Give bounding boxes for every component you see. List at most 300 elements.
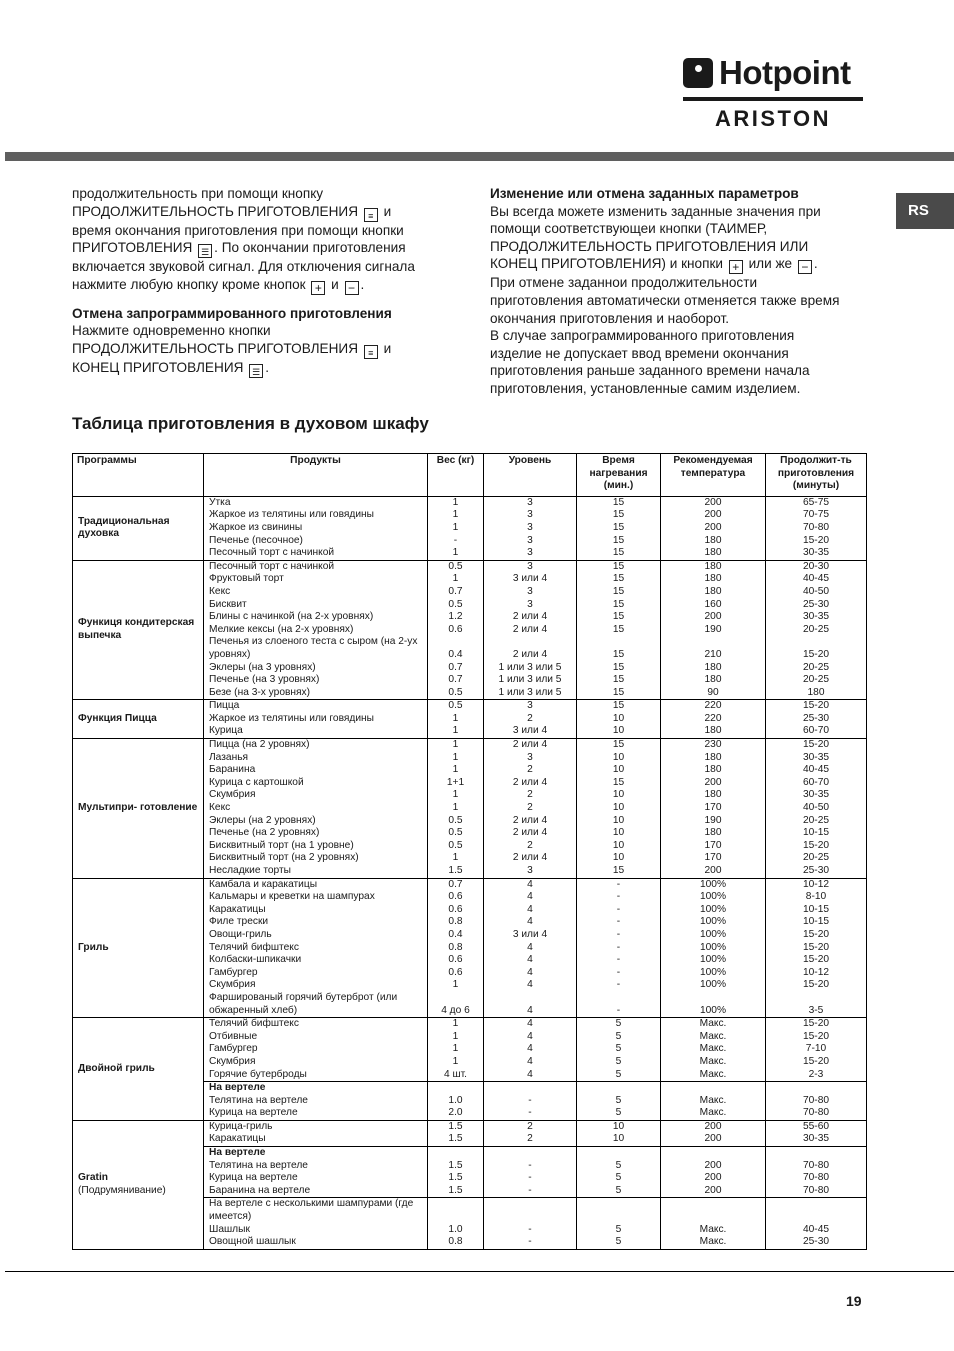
minus-button-icon [345,281,359,295]
cell-value: 20-30 [802,560,830,572]
cell-line: Курица на вертеле [209,1107,298,1119]
cell-value: 0.7 [448,585,463,597]
cell-value: 180 [704,764,722,776]
cell-value: Макс. [699,1068,727,1080]
cell-value: 30-35 [802,547,830,559]
cell-value: 160 [704,598,722,610]
cell-value: 200 [704,521,722,533]
cell-value: 15 [612,560,625,572]
cell-value: 0.5 [448,686,463,698]
cell-value: 3 [527,598,533,610]
program-cell [73,1018,204,1121]
products-cell [204,700,428,739]
cell-value: 3 [527,496,533,508]
preheat-cell [577,1082,661,1121]
cell-line: Колбаски-шпикачки [209,954,302,966]
products-cell [204,1120,428,1146]
cell-value: 70-80 [802,1159,830,1171]
cell-line: Баранина на вертеле [209,1184,311,1196]
right-paragraph-2: При отмене заданнои продолжительности приготовления автоматически отменяется также время окончания приготовления и наоборот. [490,275,840,326]
time-cell [766,1120,867,1146]
cell-line: Телятина на вертеле [209,1094,308,1106]
cell-value: 70-80 [802,1094,830,1106]
cell-value: 15 [612,700,625,712]
level-cell [484,739,577,879]
left-heading-cancel: Отмена запрограммированного приготовления [72,305,392,321]
cell-value: 1 [452,764,459,776]
cell-value: 180 [704,789,722,801]
cell-value: 2 или 4 [512,739,548,751]
cell-value: 100% [699,878,727,890]
cell-value: 4 [527,916,533,928]
cell-value: 70-80 [802,1172,830,1184]
header-level: Уровень [484,454,577,497]
header-divider [5,152,954,161]
cell-value: 20-25 [802,852,830,864]
cell-line: Фаршированый горячий бутерброт (или обжаренный хлеб) [209,991,398,1016]
temp-cell [661,560,766,700]
cell-value: 180 [704,585,722,597]
cell-value: 5 [615,1030,622,1042]
cell-value: 1.5 [448,1133,463,1145]
cell-value: 1.5 [448,1120,463,1132]
cell-value: 200 [704,496,722,508]
level-cell [484,1147,577,1198]
program-name: Функиця кондитерская выпечка [78,617,195,642]
cell-value: 2 или 4 [512,852,548,864]
cell-line: Печенье (песочное) [209,534,303,546]
time-cell [766,1198,867,1249]
cell-value: 1 [452,521,459,533]
cell-line: Телячий бифштекс [209,1018,299,1030]
cell-value: Макс. [699,1043,727,1055]
cell-value: 0.6 [448,903,463,915]
cell-value: 15 [612,573,625,585]
cell-value: 5 [615,1184,622,1196]
header-preheat: Время нагревания (мин.) [577,454,661,497]
cell-value: 1 [452,979,459,991]
cell-line: Кекс [209,585,231,597]
cell-value: 10 [612,751,625,763]
cell-line: Печенье (на 2 уровнях) [209,827,320,839]
right-column [490,185,865,398]
time-cell [766,739,867,879]
cell-value: 2 [527,764,533,776]
cell-line: Эклеры (на 3 уровнях) [209,661,316,673]
cell-value: 3-5 [808,1004,824,1016]
cell-value: 100% [699,903,727,915]
cell-value: 15-20 [802,1055,830,1067]
cell-value: - [453,534,458,546]
cell-value: - [528,1184,532,1196]
cell-value: 60-70 [802,725,830,737]
cell-value: 0.5 [448,560,463,572]
plus-button-icon [729,260,743,274]
time-cell [766,560,867,700]
cell-value: 1.0 [448,1094,463,1106]
level-cell [484,700,577,739]
cell-value: Макс. [699,1107,727,1119]
cell-value: - [528,1094,532,1106]
temp-cell [661,1120,766,1146]
weight-cell [428,1198,484,1249]
products-cell [204,1198,428,1249]
cell-value: 40-50 [802,802,830,814]
cell-value: 5 [615,1223,622,1235]
footer-divider [5,1271,954,1272]
cell-value: 5 [615,1018,622,1030]
cell-value: 1 [452,712,459,724]
cell-value: 170 [704,839,722,851]
table-header-row [73,454,867,497]
program-name: Двойной гриль [78,1062,155,1074]
cell-value: 200 [704,1133,722,1145]
cell-value: 15 [612,598,625,610]
cell-value: 10-12 [802,878,830,890]
header-duration: Продолжит-ть приготовления (минуты) [766,454,867,497]
products-cell [204,739,428,879]
cell-value: 180 [704,725,722,737]
cell-value: 15 [612,865,625,876]
cell-line: Кекс [209,802,231,814]
level-cell [484,496,577,560]
cell-value: - [616,1004,621,1016]
cell-value: 3 или 4 [512,573,548,585]
cell-value: 100% [699,979,727,991]
cell-value: 2 [527,1133,533,1145]
cell-value: 15-20 [802,941,830,953]
level-cell [484,878,577,1018]
end-time-button-icon [249,364,263,378]
cell-value: 2 [527,1120,533,1132]
cell-line: Фруктовый торт [209,573,284,585]
cell-value: 1 [452,496,459,508]
cell-value: 180 [704,547,722,559]
cell-value: 220 [704,700,722,712]
header-temperature: Рекомендуемая температура [661,454,766,497]
program-cell [73,496,204,560]
cell-value: 2 [527,789,533,801]
cell-line: Каракатицы [209,1133,266,1145]
cell-line: Пицца [209,700,240,712]
cell-value: 10-15 [802,916,830,928]
cell-value: 2 [527,839,533,851]
cell-value: 10 [612,839,625,851]
cell-value: 2-3 [808,1068,824,1080]
cell-value: 4 [527,878,533,890]
cell-line: Гамбургер [209,1043,258,1055]
cell-value: 20-25 [802,674,830,686]
weight-cell [428,1147,484,1198]
cell-value: 1.5 [448,1172,463,1184]
cell-value: 200 [704,776,722,788]
cell-value: 8-10 [805,891,827,903]
cell-value: 100% [699,941,727,953]
cell-value: 15 [612,739,625,751]
cell-value: 0.5 [448,814,463,826]
cell-value: 5 [615,1055,622,1067]
time-cell [766,700,867,739]
cell-value: Макс. [699,1223,727,1235]
cell-value: 15 [612,686,625,698]
cell-value: 0.7 [448,661,463,673]
cell-value: 3 [527,751,533,763]
cell-value: 25-30 [802,712,830,724]
cell-value: 230 [704,739,722,751]
products-cell [204,1018,428,1082]
cell-value: 3 [527,534,533,546]
cell-value: 30-35 [802,751,830,763]
cell-value: 3 [527,585,533,597]
cell-line: Горячие бутерброды [209,1068,307,1080]
cell-value: Макс. [699,1094,727,1106]
cell-value: 3 или 4 [512,725,548,737]
cell-value: 180 [704,661,722,673]
products-cell [204,496,428,560]
cell-value: 3 [527,560,533,572]
preheat-cell [577,739,661,879]
cell-value: 20-25 [802,623,830,635]
cell-value: 5 [615,1068,622,1080]
cell-value: 100% [699,954,727,966]
cell-value: - [528,1223,532,1235]
program-cell [73,700,204,739]
cell-line: Лазанья [209,751,249,763]
cell-value: 2 [527,712,533,724]
table-row [73,496,867,560]
temp-cell [661,739,766,879]
cell-value: 100% [699,966,727,978]
cell-value: 100% [699,916,727,928]
level-cell [484,1198,577,1249]
header-programs: Программы [73,454,204,497]
cell-value: 1.2 [448,611,463,623]
cell-line: Эклеры (на 2 уровнях) [209,814,316,826]
cell-value: 100% [699,928,727,940]
cell-value: 70-80 [802,1184,830,1196]
cell-value: 1 или 3 или 5 [498,686,562,698]
cell-value: 15 [612,585,625,597]
cell-value: 0.7 [448,878,463,890]
cell-value: - [616,928,621,940]
cell-value: 0.8 [448,916,463,928]
cell-value: 25-30 [802,1236,830,1248]
cell-value: 10 [612,1133,625,1145]
cell-value: 3 или 4 [512,928,548,940]
cell-value: 170 [704,852,722,864]
cell-line: Пицца (на 2 уровнях) [209,739,310,751]
cell-value: - [616,916,621,928]
cell-value: 10-15 [802,903,830,915]
cell-value: 15-20 [802,1018,830,1030]
cell-value: 1 или 3 или 5 [498,661,562,673]
cooking-table [72,453,867,1250]
cell-value: 1 [452,1043,459,1055]
minus-button-icon [798,260,812,274]
cell-value: 0.6 [448,623,463,635]
right-paragraph-1: Вы всегда можете изменить заданные значения при помощи соответствующеи кнопки (ТАИМЕР, ПРОДОЛЖИТЕЛЬНОСТЬ ПРИГОТОВЛЕНИЯ ИЛИ КОНЕЦ ПРИГОТОВЛЕНИЯ) и кнопки + или же − . [490,203,865,275]
duration-button-icon [364,208,378,222]
preheat-cell [577,878,661,1018]
preheat-cell [577,560,661,700]
cell-value: 0.8 [448,1236,463,1248]
cell-value: 100% [699,891,727,903]
cell-value: 4 до 6 [441,1004,470,1016]
cell-value: 3 [527,547,533,559]
cell-value: 0.5 [448,839,463,851]
cell-value: 15 [612,623,625,635]
cell-value: 15 [612,661,625,673]
cell-value: 15-20 [802,928,830,940]
cell-value: 2 или 4 [512,623,548,635]
cell-value: 220 [704,712,722,724]
cell-value: - [528,1107,532,1119]
cell-value: 1.5 [448,865,463,876]
cell-line: Безе (на 3-х уровнях) [209,686,311,698]
program-name: Гриль [78,941,109,953]
products-cell [204,1082,428,1121]
temp-cell [661,1198,766,1249]
weight-cell [428,1082,484,1121]
cell-value: 25-30 [802,865,830,876]
cell-value: 0.5 [448,827,463,839]
cell-value: 90 [707,686,719,698]
level-cell [484,1082,577,1121]
cell-line: Несладкие торты [209,865,291,876]
cell-value: 15 [612,648,625,660]
cell-value: 15-20 [802,979,830,991]
spit-subheader: На вертеле [209,1147,266,1159]
cell-line: Баранина [209,764,256,776]
cell-value: 1.5 [448,1159,463,1171]
cell-value: 15 [612,496,625,508]
right-heading-change: Изменение или отмена заданных параметров [490,186,799,201]
cell-value: 10-12 [802,966,830,978]
cell-value: - [528,1159,532,1171]
cell-value: 1 [452,725,459,737]
cell-value: 4 [527,966,533,978]
time-cell [766,1082,867,1121]
left-column [72,185,442,378]
cell-value: 7-10 [805,1043,827,1055]
cell-value: 1 [452,1030,459,1042]
header-weight: Вес (кг) [428,454,484,497]
hotpoint-ariston-logo [683,56,863,131]
cell-value: 15-20 [802,700,830,712]
cell-line: Мелкие кексы (на 2-х уровнях) [209,623,354,635]
program-cell [73,878,204,1018]
cell-value: Макс. [699,1030,727,1042]
cell-value: 10 [612,725,625,737]
cell-value: 4 [527,979,533,991]
table-row [73,1120,867,1146]
cell-value: 190 [704,814,722,826]
cell-value: 30-35 [802,611,830,623]
cell-value: 3 [527,700,533,712]
preheat-cell [577,1198,661,1249]
cell-value: 15-20 [802,739,830,751]
cell-value: 1 [452,802,459,814]
program-cell [73,1120,204,1249]
level-cell [484,560,577,700]
table-title: Таблица приготовления в духовом шкафу [72,414,429,433]
cell-value: 15 [612,547,625,559]
cell-line: Жаркое из телятины или говядины [209,712,374,724]
cell-value: 180 [704,827,722,839]
program-subtitle: (Подрумянивание) [78,1184,166,1196]
table-row [73,700,867,739]
cell-value: 10-15 [802,827,830,839]
cell-value: 0.8 [448,941,463,953]
cell-line: Отбивные [209,1030,258,1042]
program-cell [73,560,204,700]
cell-value: 30-35 [802,1133,830,1145]
program-name: Gratin [78,1172,109,1184]
cell-value: 4 [527,1004,533,1016]
cell-value: 180 [807,686,825,698]
cell-value: 2 или 4 [512,776,548,788]
cell-line: Овощной шашлык [209,1236,296,1248]
hotpoint-logo-icon [683,58,713,88]
cell-value: 1 или 3 или 5 [498,674,562,686]
cell-value: 200 [704,1120,722,1132]
cell-value: 5 [615,1094,622,1106]
cell-value: 10 [612,827,625,839]
cell-line: Скумбрия [209,979,256,991]
cell-value: Макс. [699,1236,727,1248]
time-cell [766,1147,867,1198]
cell-value: 15 [612,509,625,521]
time-cell [766,496,867,560]
cell-line: Скумбрия [209,789,256,801]
cell-value: 15 [612,521,625,533]
cell-value: 10 [612,764,625,776]
weight-cell [428,739,484,879]
cell-value: 15 [612,776,625,788]
preheat-cell [577,1018,661,1082]
products-cell [204,878,428,1018]
cell-value: 4 [527,1030,533,1042]
page-number: 19 [846,1293,862,1309]
cell-value: 1.5 [448,1184,463,1196]
cell-value: Макс. [699,1018,727,1030]
cell-value: 0.6 [448,966,463,978]
brand-sub: ARISTON [714,106,832,131]
cell-value: 15-20 [802,648,830,660]
cell-value: 10 [612,852,625,864]
cell-line: Песочный торт с начинкой [209,547,335,559]
cell-line: Кальмары и креветки на шампурах [209,891,375,903]
cell-value: 2 или 4 [512,814,548,826]
level-cell [484,1018,577,1082]
cell-value: 4 [527,1068,533,1080]
cell-value: 4 шт. [443,1068,468,1080]
time-cell [766,1018,867,1082]
left-paragraph-1: продолжительность при помощи кнопку ПРОДОЛЖИТЕЛЬНОСТЬ ПРИГОТОВЛЕНИЯ ≡ и время окончания приготовления при помощи кнопки ПРИГОТОВЛЕНИЯ ☰ . По окончании приготовления включается звуковой сигнал. Для отключения сигнала нажмите любую кнопку кроме кнопок + и − . [72,185,442,295]
cell-value: 70-75 [802,509,830,521]
cell-line: Бисквитный торт (на 1 уровне) [209,839,354,851]
plus-button-icon [311,281,325,295]
cell-value: - [528,1236,532,1248]
program-name: Функция Пицца [78,712,157,724]
cell-value: 5 [615,1043,622,1055]
cell-value: 2 или 4 [512,827,548,839]
cell-line: Курица [209,725,243,737]
temp-cell [661,700,766,739]
preheat-cell [577,496,661,560]
table-row [73,739,867,879]
cell-value: 15-20 [802,839,830,851]
